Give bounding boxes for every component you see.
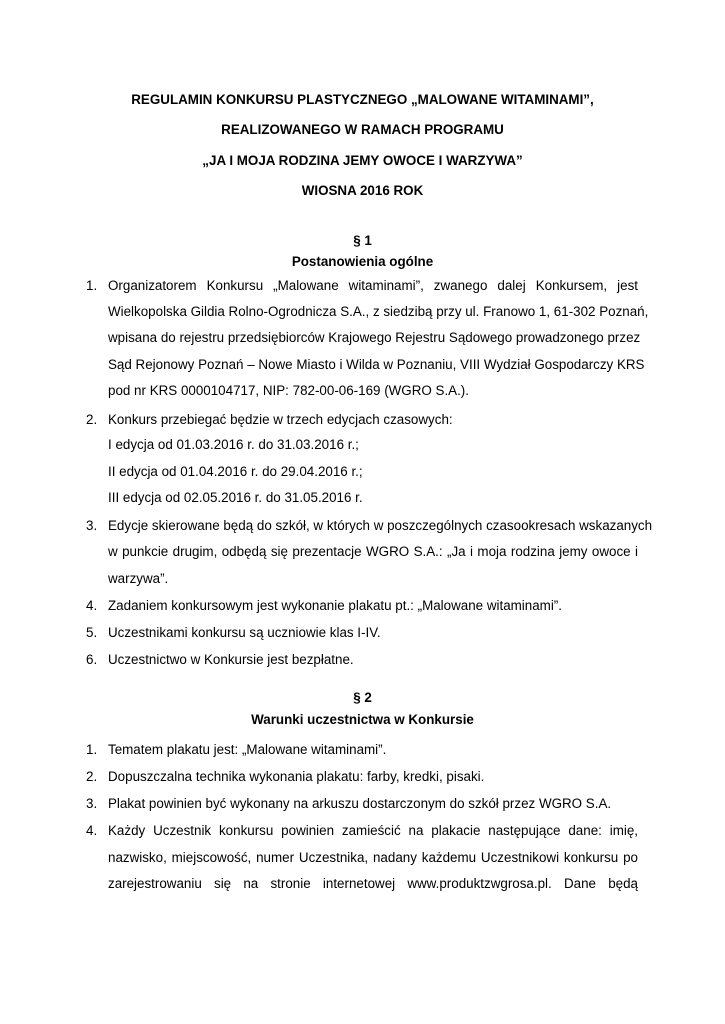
section-1-number: § 1	[353, 233, 372, 248]
section-1-heading: Postanowienia ogólne	[291, 254, 434, 269]
document-title-line-1: REGULAMIN KONKURSU PLASTYCZNEGO „MALOWANE WITAMINAMI”,	[131, 92, 594, 107]
item-text-line: Uczestnikami konkursu są uczniowie klas I-IV.	[108, 625, 381, 640]
item-text-line: Plakat powinien być wykonany na arkuszu dostarczonym do szkół przez WGRO S.A.	[108, 796, 612, 811]
item-text-line: Uczestnictwo w Konkursie jest bezpłatne.	[108, 652, 354, 667]
item-text-line: Sąd Rejonowy Poznań – Nowe Miasto i Wilda w Poznaniu, VIII Wydział Gospodarczy KRS	[108, 357, 645, 372]
item-number: 6.	[86, 652, 98, 667]
item-text-line: Dopuszczalna technika wykonania plakatu: farby, kredki, pisaki.	[108, 769, 485, 784]
document-title-line-2: REALIZOWANEGO W RAMACH PROGRAMU	[221, 122, 504, 137]
item-text-line: w punkcie drugim, odbędą się prezentacje WGRO S.A.: „Ja i moja rodzina jemy owoce i	[108, 544, 638, 559]
item-number: 3.	[86, 796, 98, 811]
item-text-line: Edycje skierowane będą do szkół, w których w poszczególnych czasookresach wskazanych	[108, 518, 653, 533]
item-text-line: I edycja od 01.03.2016 r. do 31.03.2016 r.;	[108, 437, 359, 452]
item-number: 2.	[86, 769, 98, 784]
item-text-line: II edycja od 01.04.2016 r. do 29.04.2016 r.;	[108, 464, 363, 479]
item-number: 1.	[86, 278, 98, 293]
item-text-line: Zadaniem konkursowym jest wykonanie plakatu pt.: „Malowane witaminami”.	[108, 598, 562, 613]
item-text-line: Każdy Uczestnik konkursu powinien zamieścić na plakacie następujące dane: imię,	[108, 823, 638, 838]
item-text-line: Konkurs przebiegać będzie w trzech edycjach czasowych:	[108, 412, 453, 427]
document-title-line-4: WIOSNA 2016 ROK	[301, 183, 424, 198]
item-text-line: nazwisko, miejscowość, numer Uczestnika, nadany każdemu Uczestnikowi konkursu po	[108, 850, 638, 865]
item-number: 1.	[86, 742, 98, 757]
item-text-line: warzywa”.	[108, 571, 169, 586]
item-number: 4.	[86, 598, 98, 613]
item-text-line: zarejestrowaniu się na stronie internetowej www.produktzwgrosa.pl. Dane będą	[108, 876, 638, 891]
item-text-line: pod nr KRS 0000104717, NIP: 782-00-06-169 (WGRO S.A.).	[108, 383, 469, 398]
section-2-number: § 2	[353, 690, 372, 705]
item-text-line: III edycja od 02.05.2016 r. do 31.05.2016 r.	[108, 490, 363, 505]
item-text-line: Organizatorem Konkursu „Malowane witaminami”, zwanego dalej Konkursem, jest	[108, 278, 638, 293]
item-number: 4.	[86, 823, 98, 838]
item-text-line: wpisana do rejestru przedsiębiorców Krajowego Rejestru Sądowego prowadzonego przez	[108, 330, 641, 345]
document-title-line-3: „JA I MOJA RODZINA JEMY OWOCE I WARZYWA”	[202, 153, 523, 168]
item-text-line: Wielkopolska Gildia Rolno-Ogrodnicza S.A., z siedzibą przy ul. Franowo 1, 61-302 Poznań,	[108, 304, 649, 319]
item-text-line: Tematem plakatu jest: „Malowane witaminami”.	[108, 742, 387, 757]
section-2-heading: Warunki uczestnictwa w Konkursie	[251, 712, 474, 727]
item-number: 5.	[86, 625, 98, 640]
item-number: 3.	[86, 518, 98, 533]
item-number: 2.	[86, 412, 98, 427]
